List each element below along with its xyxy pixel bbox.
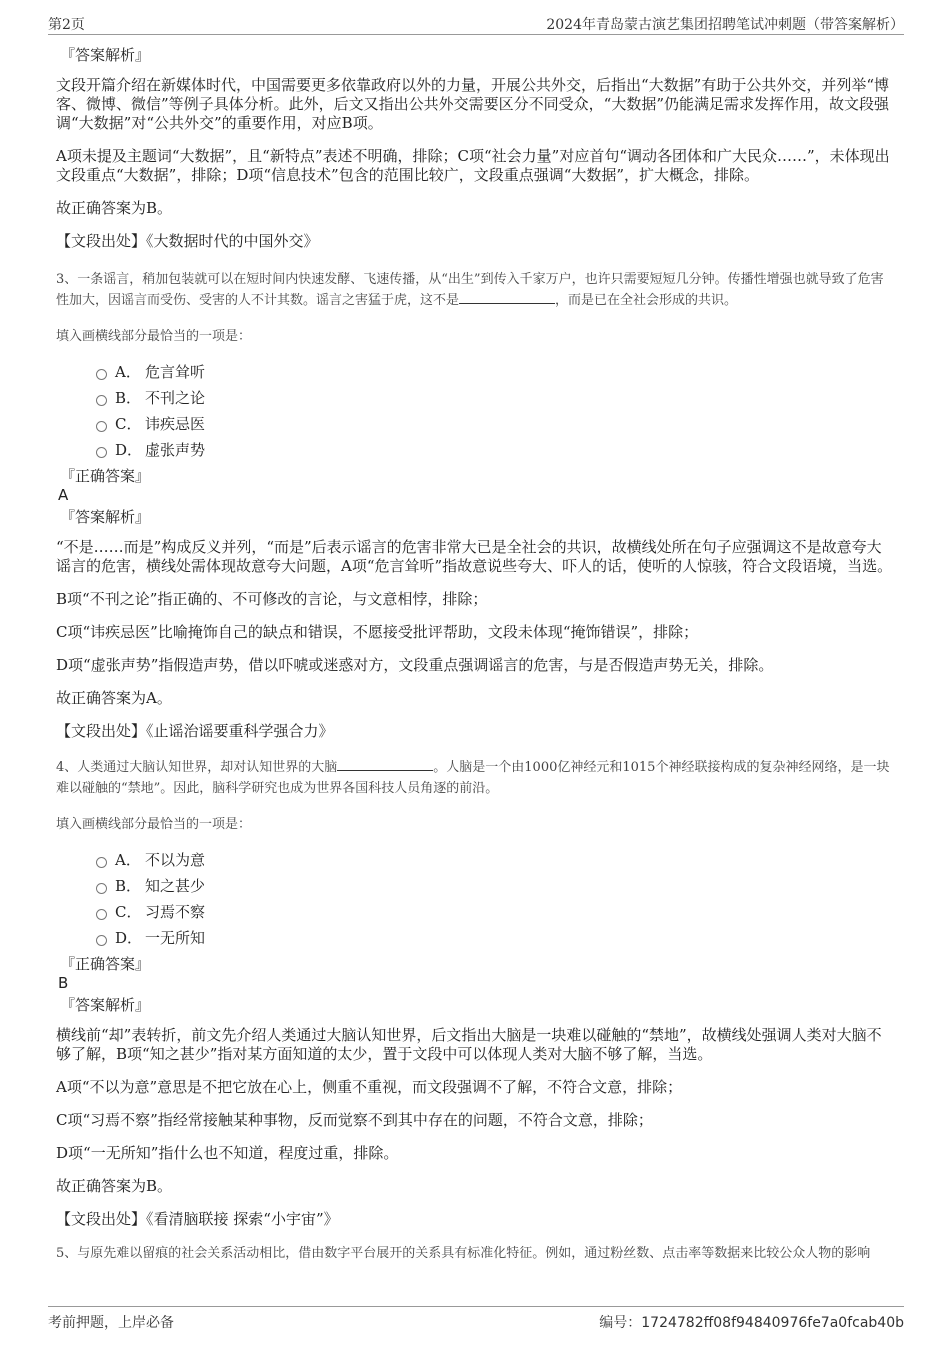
radio-icon[interactable] <box>96 883 107 894</box>
correct-answer-label: 『正确答案』 <box>60 467 151 485</box>
option-a[interactable] <box>96 358 894 384</box>
option-letter: B． <box>115 876 142 895</box>
option-letter: D． <box>115 440 143 459</box>
question-5-stem: 5、与原先难以留痕的社会关系活动相比，借由数字平台展开的关系具有标准化特征。例如，通过粉丝数、点击率等数据来比较公众人物的影响 <box>56 1246 871 1261</box>
option-b[interactable] <box>96 872 894 898</box>
question-3-stem <box>56 269 894 311</box>
option-d[interactable] <box>96 924 894 950</box>
option-letter: A． <box>115 362 141 381</box>
answer-blank <box>459 291 555 304</box>
radio-icon[interactable] <box>96 935 107 946</box>
analysis-paragraph: A项“不以为意”意思是不把它放在心上，侧重不重视，而文段强调不了解，不符合文意，排除； <box>56 1078 683 1096</box>
q4-conclusion: 故正确答案为B。 <box>56 1177 173 1195</box>
q3-conclusion: 故正确答案为A。 <box>56 689 172 707</box>
option-text: 危言耸听 <box>145 362 206 381</box>
analysis-paragraph: B项“不刊之论”指正确的、不可修改的言论，与文意相悖，排除； <box>56 590 488 608</box>
radio-icon[interactable] <box>96 447 107 458</box>
radio-icon[interactable] <box>96 421 107 432</box>
radio-icon[interactable] <box>96 857 107 868</box>
radio-icon[interactable] <box>96 369 107 380</box>
radio-icon[interactable] <box>96 909 107 920</box>
fill-prompt: 填入画横线部分最恰当的一项是： <box>56 329 252 344</box>
fill-prompt: 填入画横线部分最恰当的一项是： <box>56 817 252 832</box>
question-3-options <box>96 358 894 462</box>
code-value: 1724782ff08f94840976fe7a0fcab40b <box>641 1315 904 1331</box>
radio-icon[interactable] <box>96 395 107 406</box>
option-text: 不以为意 <box>145 850 206 869</box>
option-text: 一无所知 <box>145 928 206 947</box>
option-b[interactable] <box>96 384 894 410</box>
q2-source: 【文段出处】《大数据时代的中国外交》 <box>56 232 319 250</box>
document-title: 2024年青岛蒙古演艺集团招聘笔试冲刺题（带答案解析） <box>546 17 904 33</box>
option-c[interactable] <box>96 898 894 924</box>
option-letter: C． <box>115 414 142 433</box>
option-letter: D． <box>115 928 143 947</box>
document-code <box>599 1312 904 1332</box>
stem-part: 3、一条谣言，稍加包装就可以在短时间内快速发酵、飞速传播，从“出生”到传入千家万户，也许只需要短短几分钟。传播性增强也就导致了危害性加大，因谣言而受伤、受害的人不计其数。谣言之害猛于虎，这不是 <box>56 272 884 308</box>
q2-conclusion: 故正确答案为B。 <box>56 199 173 217</box>
option-text: 不刊之论 <box>145 388 206 407</box>
q3-source: 【文段出处】《止谣治谣要重科学强合力》 <box>56 722 334 740</box>
page-content <box>56 42 894 1264</box>
question-4-options <box>96 846 894 950</box>
option-text: 讳疾忌医 <box>145 414 206 433</box>
option-letter: C． <box>115 902 142 921</box>
correct-answer-value: A <box>58 486 69 504</box>
option-c[interactable] <box>96 410 894 436</box>
page-footer <box>48 1306 904 1331</box>
analysis-paragraph: C项“习焉不察”指经常接触某种事物，反而觉察不到其中存在的问题，不符合文意，排除； <box>56 1111 653 1129</box>
analysis-label: 『答案解析』 <box>60 508 151 526</box>
analysis-label: 『答案解析』 <box>60 996 151 1014</box>
analysis-paragraph: “不是……而是”构成反义并列，“而是”后表示谣言的危害非常大已是全社会的共识，故横线处所在句子应强调这不是故意夸大谣言的危害，横线处需体现故意夸大问题，A项“危言耸听”指故意说些夸大、吓人的话，使听的人惊骇，符合文段语境，当选。 <box>56 538 893 575</box>
q2-analysis-label: 『答案解析』 <box>60 46 151 64</box>
page-header <box>48 12 904 35</box>
option-text: 虚张声势 <box>145 440 206 459</box>
question-4-stem <box>56 757 894 799</box>
option-d[interactable] <box>96 436 894 462</box>
analysis-paragraph: D项“虚张声势”指假造声势，借以吓唬或迷惑对方，文段重点强调谣言的危害，与是否假造声势无关，排除。 <box>56 656 774 674</box>
q2-analysis-paragraph: A项未提及主题词“大数据”，且“新特点”表述不明确，排除；C项“社会力量”对应首句“调动各团体和广大民众……”，未体现出文段重点“大数据”，排除；D项“信息技术”包含的范围比较广，文段重点强调“大数据”，扩大概念，排除。 <box>56 147 890 184</box>
stem-part: 。人脑是一个由1000亿神经元和1015个神经联接构成的复杂神经网络，是一块难以碰触的“禁地”。因此，脑科学研究也成为世界各国科技人员角逐的前沿。 <box>56 760 890 796</box>
stem-part: ，而是已在全社会形成的共识。 <box>555 293 738 308</box>
stem-part: 4、人类通过大脑认知世界，却对认知世界的大脑 <box>56 760 338 775</box>
q4-source: 【文段出处】《看清脑联接 探索“小宇宙”》 <box>56 1210 339 1228</box>
code-label: 编号： <box>599 1315 642 1331</box>
option-text: 习焉不察 <box>145 902 206 921</box>
option-letter: B． <box>115 388 142 407</box>
page-number: 第2页 <box>48 17 85 33</box>
option-a[interactable] <box>96 846 894 872</box>
analysis-paragraph: D项“一无所知”指什么也不知道，程度过重，排除。 <box>56 1144 399 1162</box>
option-letter: A． <box>115 850 141 869</box>
footer-slogan: 考前押题，上岸必备 <box>48 1315 174 1331</box>
correct-answer-value: B <box>58 974 69 992</box>
q2-analysis-paragraph: 文段开篇介绍在新媒体时代，中国需要更多依靠政府以外的力量，开展公共外交，后指出“大数据”有助于公共外交，并列举“博客、微博、微信”等例子具体分析。此外，后文又指出公共外交需要区分不同受众，“大数据”仍能满足需求发挥作用，故文段强调“大数据”对“公共外交”的重要作用，对应B项。 <box>56 76 890 132</box>
option-text: 知之甚少 <box>145 876 206 895</box>
analysis-paragraph: C项“讳疾忌医”比喻掩饰自己的缺点和错误，不愿接受批评帮助，文段未体现“掩饰错误”，排除； <box>56 623 699 641</box>
answer-blank <box>337 758 433 771</box>
analysis-paragraph: 横线前“却”表转折，前文先介绍人类通过大脑认知世界，后文指出大脑是一块难以碰触的“禁地”，故横线处强调人类对大脑不够了解，B项“知之甚少”指对某方面知道的太少，置于文段中可以体现人类对大脑不够了解，当选。 <box>56 1026 882 1063</box>
correct-answer-label: 『正确答案』 <box>60 955 151 973</box>
